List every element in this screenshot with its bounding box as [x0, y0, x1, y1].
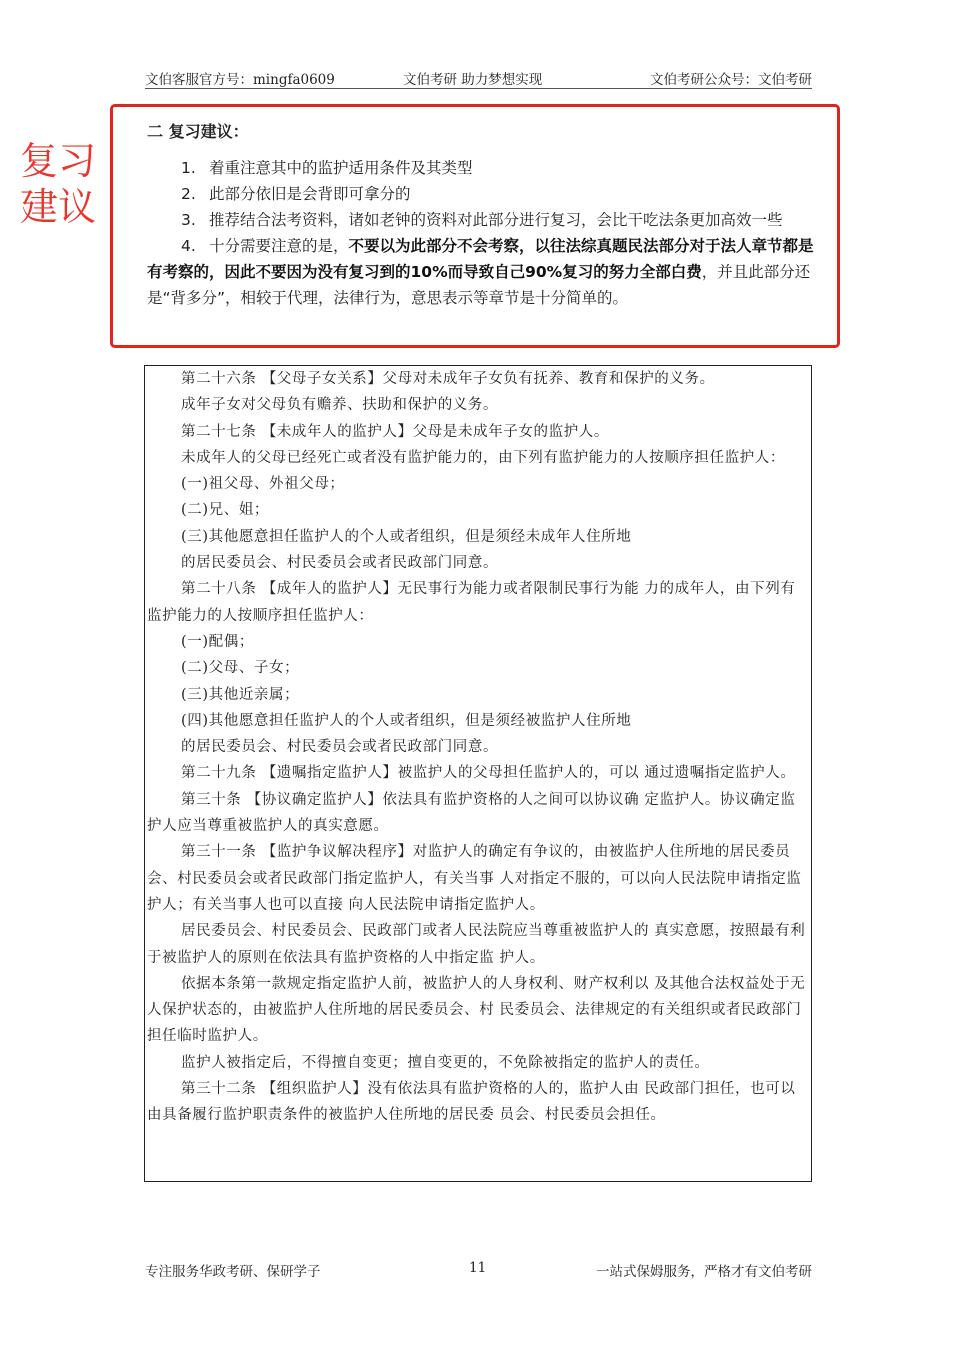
- advice-item-text: 着重注意其中的监护适用条件及其类型: [209, 159, 473, 177]
- advice-item: [147, 207, 815, 233]
- advice-item-text: 十分需要注意的是，: [209, 237, 349, 255]
- advice-item-text-tail: ，并且此部分还是“背多分”，相较于代理，法律行为，意思表示等章节是十分简单的。: [147, 263, 811, 307]
- footer-right-text: 一站式保姆服务，严格才有文伯考研: [596, 1264, 812, 1280]
- header-center-text: 文伯考研 助力梦想实现: [403, 72, 543, 88]
- law-paragraph: 第二十九条 【遗嘱指定监护人】被监护人的父母担任监护人的，可以 通过遗嘱指定监护人。: [181, 765, 796, 782]
- law-paragraph: 未成年人的父母已经死亡或者没有监护能力的，由下列有监护能力的人按顺序担任监护人：: [181, 449, 785, 466]
- law-paragraph: 第二十八条 【成年人的监护人】无民事行为能力或者限制民事行为能 力的成年人，由下列有监护能力的人按顺序担任监护人：: [147, 581, 796, 624]
- law-paragraph: (一)祖父母、外祖父母；: [181, 476, 345, 493]
- law-paragraph: 监护人被指定后，不得擅自变更；擅自变更的，不免除被指定的监护人的责任。: [181, 1054, 710, 1071]
- law-paragraph: (四)其他愿意担任监护人的个人或者组织，但是须经被监护人住所地: [181, 712, 632, 729]
- advice-item: [147, 181, 815, 207]
- advice-item: [147, 233, 815, 311]
- advice-item-number: 1.: [181, 159, 196, 177]
- page-number: 11: [469, 1260, 487, 1276]
- law-paragraph: 成年子女对父母负有赡养、扶助和保护的义务。: [181, 397, 499, 414]
- advice-item-number: 2.: [181, 185, 196, 203]
- law-paragraph: 第二十七条 【未成年人的监护人】父母是未成年子女的监护人。: [181, 423, 610, 440]
- header-right-text: 文伯考研公众号：文伯考研: [650, 72, 812, 88]
- advice-list: [147, 155, 815, 311]
- advice-item-number: 3.: [181, 211, 196, 229]
- review-advice-side-label: [20, 138, 100, 230]
- page-header: [145, 66, 812, 89]
- law-paragraph: 依据本条第一款规定指定监护人前，被监护人的人身权利、财产权利以 及其他合法权益处于无人保护状态的，由被监护人住所地的居民委员会、村 民委员会、法律规定的有关组织或者民政部门担任临时监护人。: [147, 975, 806, 1045]
- footer-left-text: 专注服务华政考研、保研学子: [145, 1264, 321, 1280]
- advice-item-number: 4.: [181, 237, 196, 255]
- side-label-line-1: 复习: [20, 139, 97, 183]
- side-label-line-2: 建议: [20, 185, 97, 229]
- law-paragraph: (二)兄、姐；: [181, 502, 270, 519]
- advice-title: 二 复习建议：: [147, 122, 249, 141]
- law-paragraph: 第二十六条 【父母子女关系】父母对未成年子女负有抚养、教育和保护的义务。: [181, 371, 715, 387]
- header-left-text: 文伯客服官方号：mingfa0609: [145, 72, 335, 88]
- advice-item-bold-text: 不要以为此部分不会考察，以往法综真题民法部分对于法人章节都是有考察的，因此不要因为没有复习到的10%而导致自己90%复习的努力全部白费: [147, 237, 814, 281]
- law-paragraph: (二)父母、子女；: [181, 660, 300, 677]
- law-paragraph: 第三十条 【协议确定监护人】依法具有监护资格的人之间可以协议确 定监护人。协议确定监护人应当尊重被监护人的真实意愿。: [147, 791, 796, 835]
- law-articles-text: [147, 366, 809, 1129]
- page-footer: [145, 1260, 812, 1280]
- law-paragraph: 的居民委员会、村民委员会或者民政部门同意。: [181, 555, 499, 572]
- law-paragraph: 居民委员会、村民委员会、民政部门或者人民法院应当尊重被监护人的 真实意愿，按照最有利于被监护人的原则在依法具有监护资格的人中指定监 护人。: [147, 923, 806, 966]
- law-paragraph: (三)其他愿意担任监护人的个人或者组织，但是须经未成年人住所地: [181, 528, 632, 545]
- advice-item-text: 此部分依旧是会背即可拿分的: [209, 185, 411, 203]
- law-paragraph: 第三十一条 【监护争议解决程序】对监护人的确定有争议的，由被监护人住所地的居民委员会、村民委员会或者民政部门指定监护人，有关当事 人对指定不服的，可以向人民法院申请指定监护人；有关当事人也可以直接 向人民法院申请指定监护人。: [147, 844, 802, 913]
- law-paragraph: (三)其他近亲属；: [181, 686, 300, 703]
- law-paragraph: 的居民委员会、村民委员会或者民政部门同意。: [181, 739, 499, 756]
- advice-item: [147, 155, 815, 181]
- law-articles-box: [144, 365, 812, 1182]
- review-advice-box: [110, 104, 840, 348]
- law-paragraph: 第三十二条 【组织监护人】没有依法具有监护资格的人的，监护人由 民政部门担任，也可以由具备履行监护职责条件的被监护人住所地的居民委 员会、村民委员会担任。: [147, 1081, 796, 1124]
- law-paragraph: (一)配偶；: [181, 633, 254, 650]
- advice-item-text: 推荐结合法考资料，诸如老钟的资料对此部分进行复习，会比干吃法条更加高效一些: [209, 211, 783, 229]
